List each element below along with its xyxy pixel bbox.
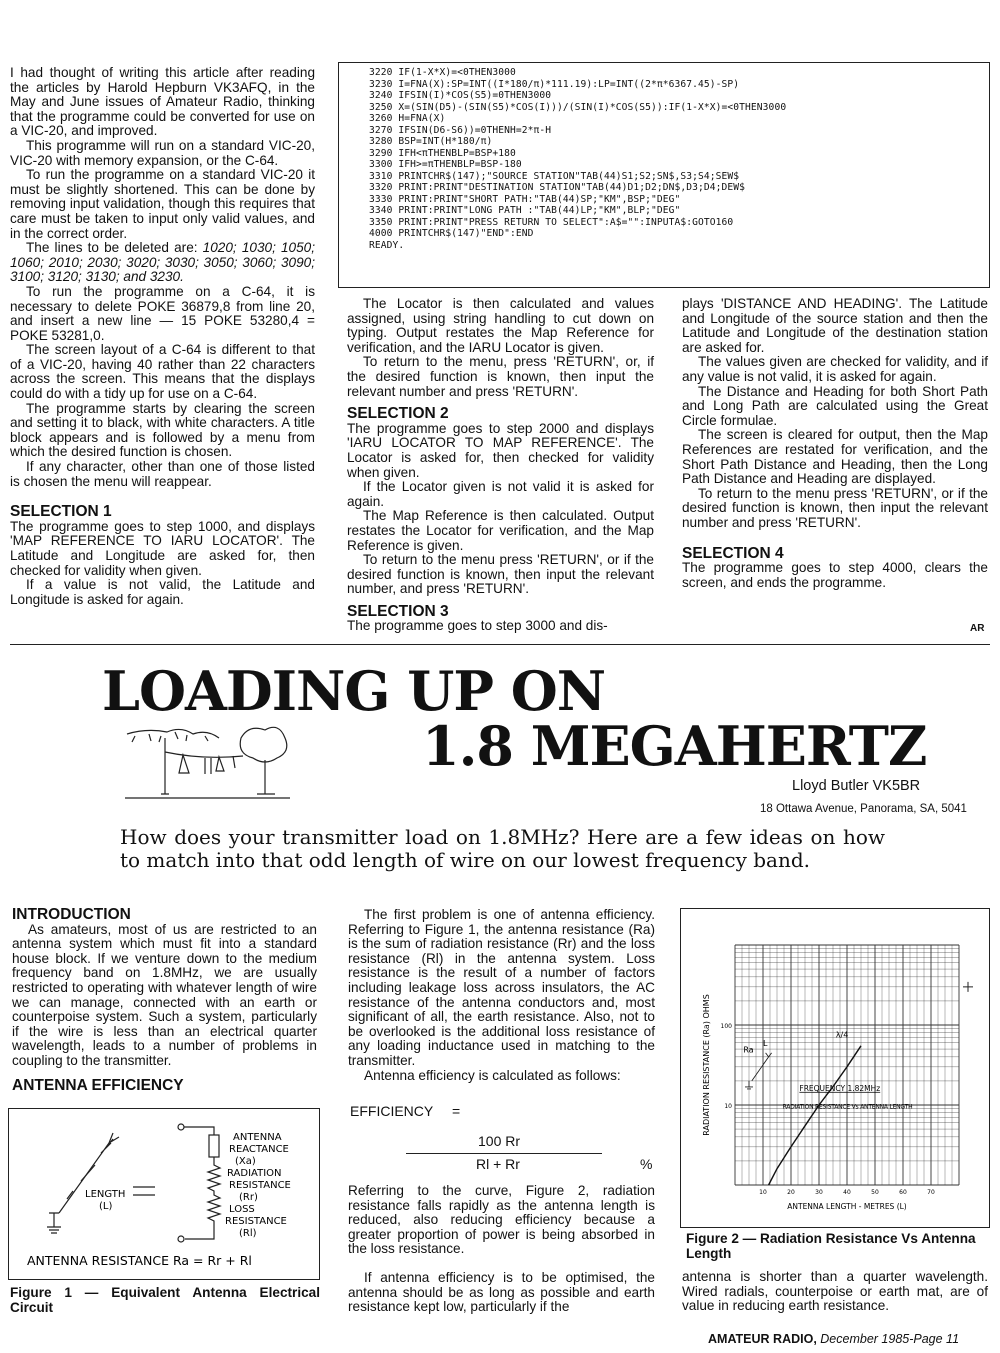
introduction-heading: INTRODUCTION <box>12 906 131 923</box>
paragraph: The screen is cleared for output, then the Map References are restated for verification, and the Short Path Distance and Heading, then the Long Path Distance and Heading are displayed. <box>682 427 988 487</box>
code-line: 3280 BSP=INT(H*180/π) <box>369 136 493 147</box>
paragraph: If antenna efficiency is to be optimised, the antenna should be as long as possible and earth resistance kept low, particularly if the <box>348 1269 655 1315</box>
frequency-annotation: FREQUENCY 1.82MHz <box>799 1083 881 1093</box>
code-line: 3260 H=FNA(X) <box>369 113 446 124</box>
author-address: 18 Ottawa Avenue, Panorama, SA, 5041 <box>760 803 967 815</box>
paragraph: plays 'DISTANCE AND HEADING'. The Latitude and Longitude of the source station and then the Latitude and Longitude of the destination station are asked for. <box>682 296 988 355</box>
code-listing <box>369 67 989 251</box>
x-tick-label: 40 <box>843 1189 851 1196</box>
radiation-label: RESISTANCE <box>229 1180 291 1191</box>
paragraph: To return to the menu press 'RETURN', or if the desired function is known, then input the relevant number, and press 'RETURN'. <box>347 552 654 597</box>
length-label: LENGTH <box>85 1189 126 1200</box>
deleted-lines-list: 1020; 1030; 1050; 1060; 2010; 2030; 3020; 3030; 3050; 3060; 3090; 3100; 3120; 3130; and 3230. <box>10 240 315 285</box>
paragraph: This programme will run on a standard VIC-20, VIC-20 with memory expansion, or the C-64. <box>10 137 315 168</box>
figure-2-caption: Figure 2 — Radiation Resistance Vs Antenna Length <box>686 1231 976 1261</box>
equivalent-circuit-diagram <box>9 1109 319 1279</box>
code-line: READY. <box>369 239 405 251</box>
title-line-2: 1.8 MEGAHERTZ <box>422 714 927 778</box>
deleted-lines-lead: The lines to be deleted are: <box>26 240 203 256</box>
magazine-name: AMATEUR RADIO, <box>708 1332 817 1346</box>
reactance-label: REACTANCE <box>229 1144 289 1155</box>
x-axis-label: ANTENNA LENGTH - METRES (L) <box>787 1202 907 1211</box>
x-tick-label: 70 <box>927 1189 935 1196</box>
figure-1-box <box>8 1108 320 1280</box>
equation-label: EFFICIENCY <box>350 1103 434 1119</box>
code-line: 3240 IFSIN(I)*COS(S5)=0THEN3000 <box>369 90 552 101</box>
chart-annotation: RADIATION RESISTANCE Vs ANTENNA LENGTH <box>782 1103 913 1111</box>
paragraph: The first problem is one of antenna efficiency. Referring to Figure 1, the antenna resistance (Ra) is the sum of radiation resistance (Rr) and the loss resistance (Rl) in the antenna system. Loss resistance is the result of a number of factors including leakage loss across insulators, the AC resistance of the antenna conductors and, most significant of all, the earth resistance. Also, not to be overlooked is the additional loss resistance of any loading inductance used in matching to the transmitter. <box>348 907 655 1068</box>
code-line: 3220 IF(1-X*X)=<0THEN3000 <box>369 67 516 78</box>
figure-2-box <box>680 908 990 1228</box>
paragraph: To run the programme on a C-64, it is necessary to delete POKE 36879,8 from line 20, and insert a new line — 15 POKE 53280,4 = POKE 53281,0. <box>10 283 315 343</box>
ra-label: Ra <box>743 1045 754 1055</box>
paragraph: As amateurs, most of us are restricted to an antenna system which must fit into a standard house block. If we venture down to the medium frequency band on 1.8MHz, we are usually restricted to operating with whatever length of wire we can manage, connected with an earth or counterpoise system. Such a system, particularly if the wire is less than an electrical quarter wavelength, leads to a number of problems in coupling to the transmitter. <box>12 921 317 1068</box>
date-page: December 1985-Page 11 <box>820 1332 960 1346</box>
paragraph: The screen layout of a C-64 is different to that of a VIC-20, having 40 rather than 22 characters across the screen. This means that the displays could do with a tidy up for use on a C-64. <box>10 342 315 402</box>
length-label: (L) <box>99 1201 113 1212</box>
code-line: 3330 PRINT:PRINT"SHORT PATH:"TAB(44)SP;"KM",BSP;"DEG" <box>369 193 681 205</box>
paragraph: I had thought of writing this article after reading the articles by Harold Hepburn VK3AFQ, in the May and June issues of Amateur Radio, thinking that the programme could be converted for use on a VIC-20, and improved. <box>10 65 315 139</box>
equation-denominator: Rl + Rr <box>476 1156 520 1172</box>
l-label: L <box>763 1038 768 1048</box>
y-tick-label: 10 <box>724 1103 732 1110</box>
efficiency-equation <box>348 1103 655 1173</box>
paragraph: To run the programme on a standard VIC-20 it must be slightly shortened. This can be done by removing input validation, though this requires that care must be taken to input only valid values, and in the correct order. <box>10 167 315 241</box>
equation-unit: % <box>640 1156 653 1172</box>
y-tick-label: 100 <box>720 1023 732 1030</box>
paragraph: The Locator is then calculated and values assigned, using string handling to cut down on typing. Output restates the Map Reference for verification, and the IARU Locator is given. <box>347 296 654 355</box>
reactance-label: ANTENNA <box>233 1132 282 1143</box>
page-footer <box>708 1332 959 1346</box>
x-tick-label: 30 <box>815 1189 823 1196</box>
reactance-label: (Xa) <box>235 1156 256 1167</box>
efficiency-column <box>348 908 655 1083</box>
author: Lloyd Butler VK5BR <box>792 778 921 794</box>
code-listing-box <box>338 62 990 288</box>
code-line: 3320 PRINT:PRINT"DESTINATION STATION"TAB(44)D1;D2;DN$,D3;D4;DEW$ <box>369 182 746 193</box>
x-tick-label: 10 <box>759 1189 767 1196</box>
code-line: 3290 IFH<πTHENBLP=BSP+180 <box>369 147 516 159</box>
standfirst: How does your transmitter load on 1.8MHz? Here are a few ideas on how to match into that odd length of wire on our lowest frequency band. <box>120 825 885 872</box>
right-column <box>682 297 988 590</box>
y-axis-label: RADIATION RESISTANCE (Ra) OHMS <box>702 994 711 1136</box>
paragraph: If a value is not valid, the Latitude and Longitude is asked for again. <box>10 577 315 607</box>
paragraph: The Distance and Heading for both Short Path and Long Path are calculated using the Great Circle formulae. <box>682 383 988 428</box>
code-line: 4000 PRINTCHR$(147)"END":END <box>369 228 534 239</box>
title-line-1: LOADING UP ON <box>102 659 606 723</box>
paragraph: If the Locator given is not valid it is asked for again. <box>347 479 654 509</box>
paragraph: The values given are checked for validity, and if any value is not valid, it is asked for again. <box>682 354 988 384</box>
x-tick-label: 60 <box>899 1189 907 1196</box>
radiation-label: RADIATION <box>227 1168 282 1179</box>
x-tick-label: 50 <box>871 1189 879 1196</box>
formula-label: ANTENNA RESISTANCE Ra = Rr + Rl <box>27 1253 252 1268</box>
figure-1-caption: Figure 1 — Equivalent Antenna Electrical Circuit <box>10 1285 320 1315</box>
selection-4-heading: SELECTION 4 <box>682 544 784 562</box>
paragraph: Antenna efficiency is calculated as follows: <box>364 1067 621 1083</box>
intro-section <box>12 908 317 1093</box>
paragraph: The programme goes to step 1000, and displays 'MAP REFERENCE TO IARU LOCATOR'. The Latitude and Longitude are asked for, then checked for validity when given. <box>10 518 315 578</box>
quarter-wave-marker: λ/4 <box>835 1030 849 1040</box>
equation-numerator: 100 Rr <box>478 1133 521 1149</box>
paragraph: The programme goes to step 4000, clears the screen, and ends the programme. <box>682 560 988 590</box>
x-tick-label: 20 <box>787 1189 795 1196</box>
loss-label: RESISTANCE <box>225 1216 287 1227</box>
article-divider <box>10 644 990 645</box>
end-mark: AR <box>970 623 985 634</box>
paragraph: The Map Reference is then calculated. Output restates the Locator for verification, and the Map Reference is given. <box>347 508 654 553</box>
intro-column <box>10 66 315 607</box>
loss-label: LOSS <box>229 1204 255 1215</box>
code-line: 3340 PRINT:PRINT"LONG PATH :"TAB(44)LP;"KM",BLP;"DEG" <box>369 205 681 216</box>
radiation-resistance-chart <box>681 909 989 1227</box>
plus-marker <box>963 982 973 992</box>
code-line: 3250 X=(SIN(D5)-(SIN(S5)*COS(I)))/(SIN(I)*COS(S5)):IF(1-X*X)=<0THEN3000 <box>369 101 787 113</box>
antenna-efficiency-heading: ANTENNA EFFICIENCY <box>12 1076 184 1094</box>
code-line: 3270 IFSIN(D6-S6))=0THENH=2*π-H <box>369 124 552 136</box>
code-line: 3300 IFH>=πTHENBLP=BSP-180 <box>369 159 522 170</box>
code-line: 3310 PRINTCHR$(147);"SOURCE STATION"TAB(44)S1;S2;SN$,S3;S4;SEW$ <box>369 170 740 182</box>
paragraph: The programme goes to step 3000 and dis- <box>347 618 608 634</box>
paragraph: To return to the menu, press 'RETURN', or, if the desired function is known, then input the relevant number and press 'RETURN'. <box>347 354 654 399</box>
deleted-lines-paragraph <box>10 241 315 285</box>
efficiency-column-continued <box>348 1184 655 1315</box>
selection-2-heading: SELECTION 2 <box>347 405 449 423</box>
loss-label: (Rl) <box>239 1228 257 1239</box>
paragraph: Referring to the curve, Figure 2, radiation resistance falls rapidly as the antenna length is reduced, also reducing efficiency because a greater proportion of power is being absorbed in the loss resistance. <box>348 1183 655 1257</box>
paragraph: To return to the menu press 'RETURN', or if the desired function is known, then input the relevant number and press 'RETURN'. <box>682 485 988 530</box>
paragraph: If any character, other than one of those listed is chosen the menu will reappear. <box>10 459 315 489</box>
code-line: 3350 PRINT:PRINT"PRESS RETURN TO SELECT":A$="":INPUTA$:GOTO160 <box>369 216 734 228</box>
middle-column <box>347 297 654 634</box>
right-column-text: antenna is shorter than a quarter wavelength. Wired radials, counterpoise or earth mat, are of value in reducing earth resistance. <box>682 1269 988 1314</box>
selection-3-heading: SELECTION 3 <box>347 602 449 620</box>
radiation-label: (Rr) <box>239 1192 258 1203</box>
paragraph: The programme goes to step 2000 and displays 'IARU LOCATOR TO MAP REFERENCE'. The Locator is asked for, then checked for validity when given. <box>347 420 654 480</box>
equation-equals: = <box>452 1103 461 1119</box>
paragraph: The programme starts by clearing the screen and setting it to black, with white characters. A title block appears and is followed by a menu from which the desired function is chosen. <box>10 400 315 460</box>
tree-clothesline-illustration <box>125 722 290 804</box>
selection-1-heading: SELECTION 1 <box>10 503 112 521</box>
code-line: 3230 I=FNA(X):SP=INT((I*180/π)*111.19):LP=INT((2*π*6367.45)-SP) <box>369 78 740 90</box>
fraction-bar <box>406 1153 602 1154</box>
